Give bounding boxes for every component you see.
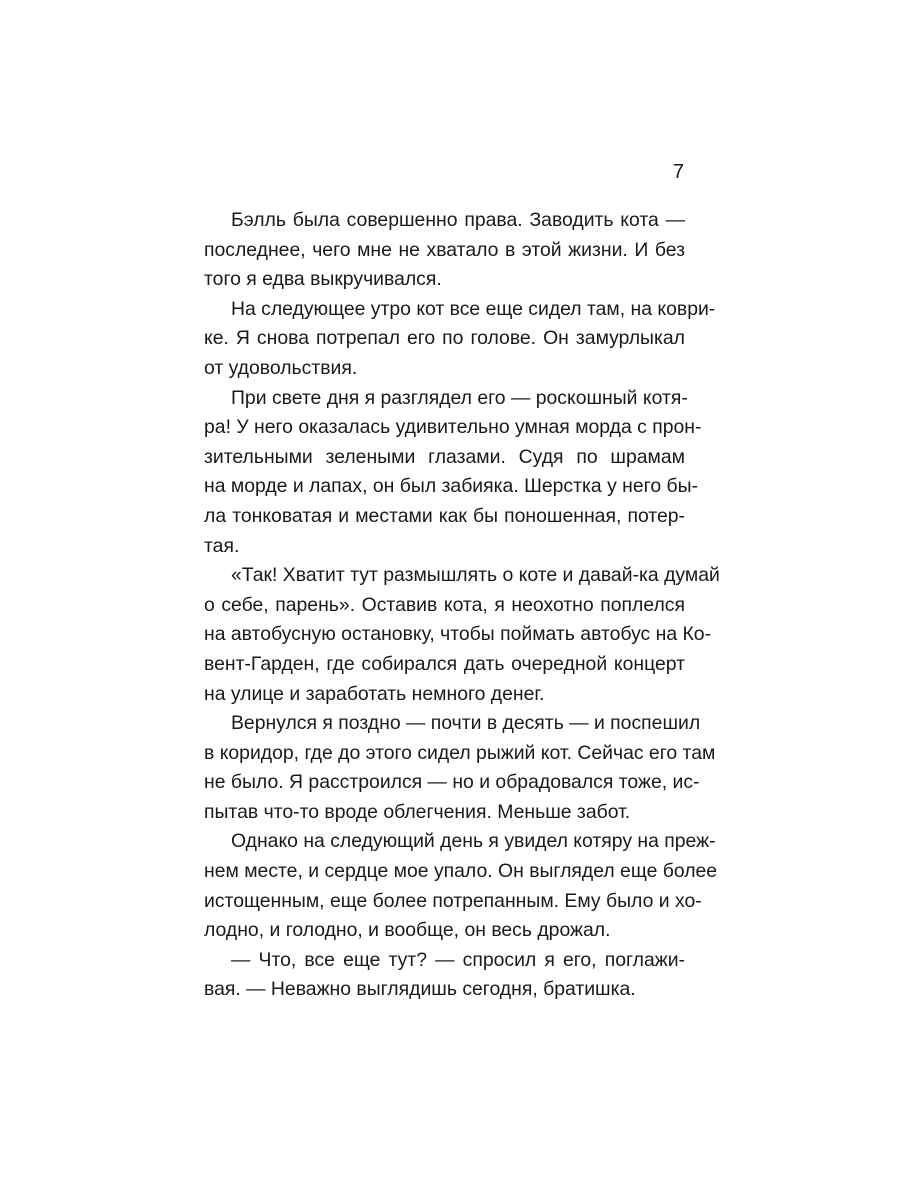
- paragraph: [204, 384, 702, 562]
- paragraph: [204, 946, 685, 1005]
- text-line: «Так! Хватит тут размышлять о коте и давай-ка думай: [231, 564, 720, 587]
- paragraph: [204, 827, 718, 945]
- text-line: на улице и заработать немного денег.: [204, 682, 545, 705]
- text-line: пытав что-то вроде облегчения. Меньше забот.: [204, 800, 631, 823]
- text-line: — Что, все еще тут? — спросил я его, поглажи-: [231, 948, 685, 971]
- text-line: лодно, и голодно, и вообще, он весь дрожал.: [204, 919, 611, 942]
- text-line: на автобусную остановку, чтобы поймать автобус на Ко-: [204, 623, 712, 646]
- paragraph: [204, 561, 720, 709]
- text-line: вая. — Неважно выглядишь сегодня, братишка.: [204, 978, 636, 1001]
- text-line: ке. Я снова потрепал его по голове. Он замурлыкал: [204, 327, 685, 350]
- page-number: 7: [672, 161, 684, 183]
- text-line: На следующее утро кот все еще сидел там, на коври-: [231, 297, 716, 320]
- text-line: на морде и лапах, он был забияка. Шерстка у него бы-: [204, 475, 698, 498]
- text-line: При свете дня я разглядел его — роскошный котя-: [231, 386, 688, 409]
- text-line: ла тонковатая и местами как бы поношенная, потер-: [204, 504, 685, 527]
- text-line: Вернулся я поздно — почти в десять — и поспешил: [231, 712, 701, 735]
- text-line: Бэлль была совершенно права. Заводить кота —: [231, 209, 685, 231]
- paragraph: [204, 709, 716, 827]
- paragraph: [204, 295, 716, 384]
- text-line: зительными зелеными глазами. Судя по шрамам: [204, 445, 685, 468]
- text-line: Однако на следующий день я увидел котяру на преж-: [231, 830, 716, 853]
- text-line: тая.: [204, 534, 240, 557]
- text-line: последнее, чего мне не хватало в этой жизни. И без: [204, 238, 685, 261]
- text-line: вент-Гарден, где собирался дать очередной концерт: [204, 652, 685, 675]
- text-line: ра! У него оказалась удивительно умная морда с прон-: [204, 416, 702, 439]
- text-line: истощенным, еще более потрепанным. Ему было и хо-: [204, 889, 702, 912]
- text-line: о себе, парень». Оставив кота, я неохотно поплелся: [204, 593, 685, 616]
- text-line: нем месте, и сердце мое упало. Он выглядел еще более: [204, 860, 718, 883]
- body-text: [204, 206, 720, 1005]
- text-line: от удовольствия.: [204, 356, 358, 379]
- text-line: того я едва выкручивался.: [204, 268, 442, 291]
- text-line: в коридор, где до этого сидел рыжий кот. Сейчас его там: [204, 741, 716, 764]
- paragraph: [204, 206, 685, 295]
- text-line: не было. Я расстроился — но и обрадовался тоже, ис-: [204, 771, 700, 794]
